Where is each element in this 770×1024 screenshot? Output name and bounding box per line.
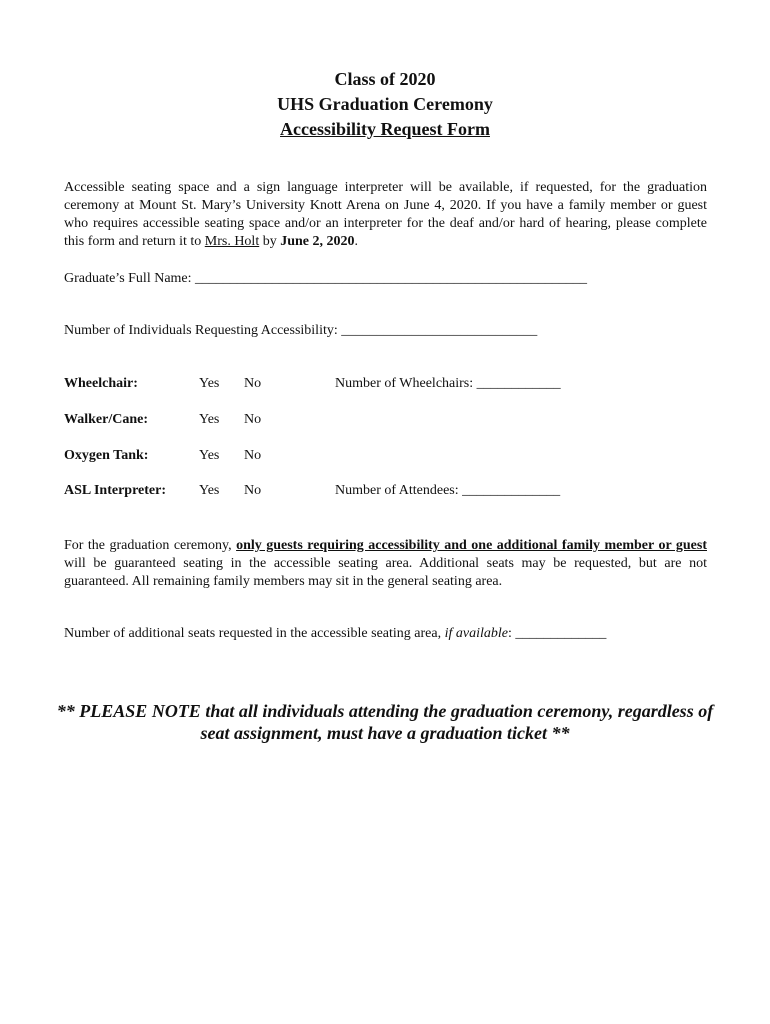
yes-option[interactable]: Yes — [199, 412, 220, 427]
option-row-wheelchair — [64, 375, 704, 393]
intro-paragraph — [64, 179, 707, 251]
intro-period: . — [354, 234, 359, 249]
title-ceremony: UHS Graduation Ceremony — [277, 94, 493, 114]
additional-seats-field[interactable] — [64, 625, 606, 643]
deadline-date: June 2, 2020 — [280, 234, 355, 249]
option-label: Oxygen Tank: — [64, 448, 149, 463]
option-row-walker-cane — [64, 411, 704, 429]
option-label: ASL Interpreter: — [64, 483, 166, 498]
option-row-oxygen-tank — [64, 447, 704, 465]
graduate-name-field[interactable]: Graduate’s Full Name: ________________________________________________________ — [64, 271, 588, 286]
yes-option[interactable]: Yes — [199, 483, 220, 498]
no-option[interactable]: No — [244, 412, 262, 427]
contact-name: Mrs. Holt — [204, 234, 260, 249]
if-available-text: if available — [444, 626, 508, 641]
additional-seats-label: Number of additional seats requested in the accessible seating area, — [64, 626, 445, 641]
option-label: Walker/Cane: — [64, 412, 148, 427]
no-option[interactable]: No — [244, 376, 262, 391]
title-form-name: Accessibility Request Form — [280, 119, 490, 139]
intro-text: Accessible seating space and a sign language interpreter will be available, if requested, for the graduation ceremony at Mount St. Mary’s University Knott Arena on June 4, 2020. If you have a family member or guest who requires accessible seating space and/or an interpreter for the deaf and/or hard of hearing, please complete this form and return it to — [64, 180, 707, 249]
additional-seats-blank[interactable]: : _____________ — [507, 626, 607, 641]
yes-option[interactable]: Yes — [199, 376, 220, 391]
no-option[interactable]: No — [244, 448, 262, 463]
guarantee-text: For the graduation ceremony, — [64, 538, 237, 553]
individuals-count-field[interactable]: Number of Individuals Requesting Accessibility: ____________________________ — [64, 323, 538, 338]
wheelchairs-count-field[interactable]: Number of Wheelchairs: ____________ — [335, 376, 561, 391]
notice-line-2: seat assignment, must have a graduation ticket ** — [200, 723, 570, 743]
title-class-year: Class of 2020 — [334, 69, 436, 89]
option-row-asl-interpreter — [64, 482, 704, 500]
guarantee-paragraph — [64, 537, 707, 591]
ticket-notice — [40, 700, 730, 744]
attendees-count-field[interactable]: Number of Attendees: ______________ — [335, 483, 561, 498]
guarantee-text-rest: will be guaranteed seating in the accessible seating area. Additional seats may be requested, but are not guaranteed. All remaining family members may sit in the general seating area. — [64, 556, 707, 589]
intro-text-by: by — [259, 234, 281, 249]
notice-line-1: ** PLEASE NOTE that all individuals attending the graduation ceremony, regardless of — [56, 701, 714, 721]
option-label: Wheelchair: — [64, 376, 138, 391]
guarantee-emphasis: only guests requiring accessibility and one additional family member or guest — [236, 538, 707, 553]
yes-option[interactable]: Yes — [199, 448, 220, 463]
no-option[interactable]: No — [244, 483, 262, 498]
